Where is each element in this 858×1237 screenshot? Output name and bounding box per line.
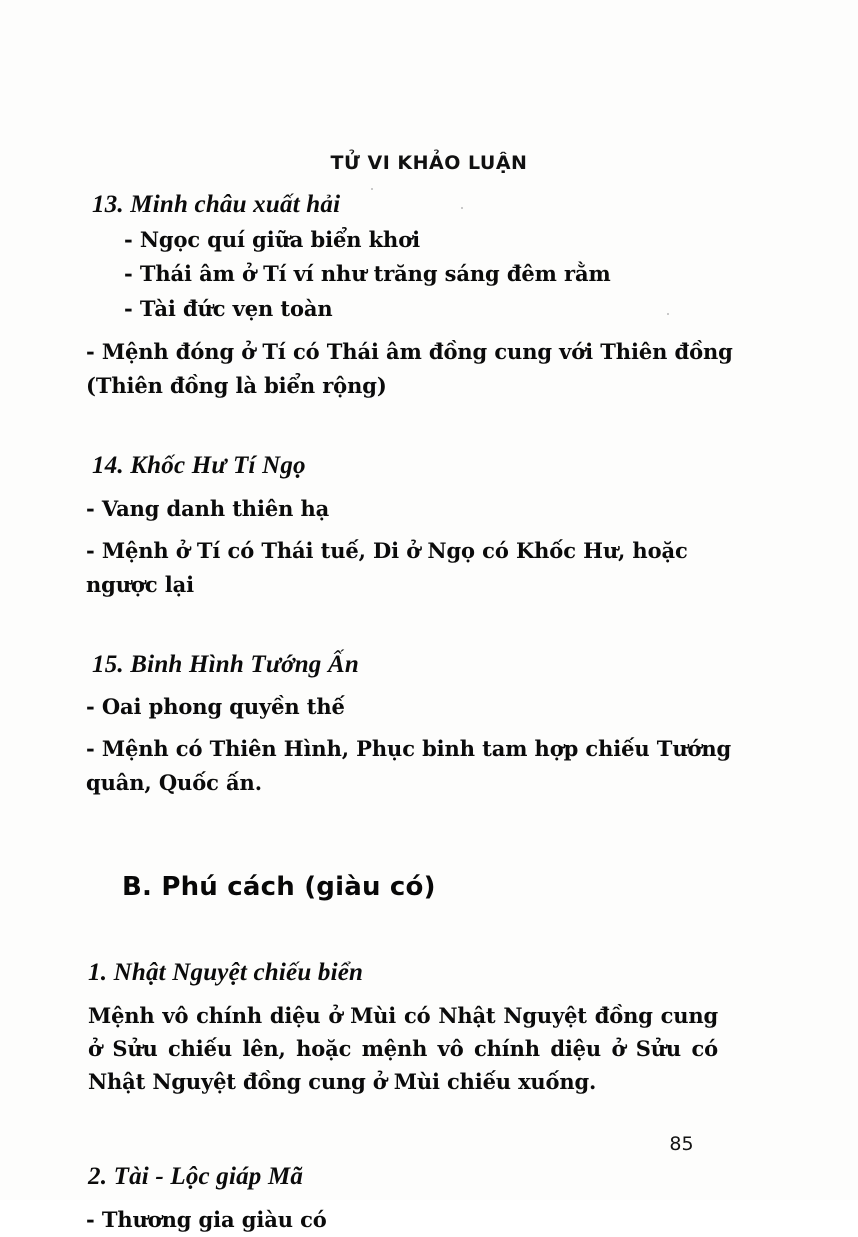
section-13-bullet-2: - Thái âm ở Tí ví như trăng sáng đêm rằm [124, 261, 611, 287]
section-heading-b: B. Phú cách (giàu có) [122, 872, 436, 903]
section-b-item-2-bullet: - Thương gia giàu có [86, 1206, 327, 1232]
section-14 [0, 449, 858, 602]
section-heading-15: 15. Binh Hình Tướng Ấn [92, 650, 359, 678]
section-15 [0, 648, 858, 801]
section-b-item-1-heading: 1. Nhật Nguyệt chiếu biển [88, 959, 364, 987]
page-body [0, 188, 858, 1237]
section-b-item-2 [0, 1160, 858, 1237]
section-b-item-2-heading: 2. Tài - Lộc giáp Mã [88, 1163, 304, 1191]
section-b-item-1 [0, 956, 858, 1098]
section-13-note: - Mệnh đóng ở Tí có Thái âm đồng cung với Thiên đồng (Thiên đồng là biển rộng) [86, 339, 733, 399]
section-b-item-1-paragraph: Mệnh vô chính diệu ở Mùi có Nhật Nguyệt đồng cung ở Sửu chiếu lên, hoặc mệnh vô chính diệu ở Sửu có Nhật Nguyệt đồng cung ở Mùi chiếu xuống. [88, 1002, 718, 1095]
section-13 [0, 188, 858, 403]
page-number: 85 [669, 1133, 694, 1155]
section-15-bullet-1: - Oai phong quyền thế [86, 694, 345, 720]
running-header: TỬ VI KHẢO LUẬN [330, 152, 528, 174]
section-14-bullet-2: - Mệnh ở Tí có Thái tuế, Di ở Ngọ có Khốc Hư, hoặc ngược lại [86, 537, 688, 597]
section-14-bullet-1: - Vang danh thiên hạ [86, 495, 330, 521]
section-heading-14: 14. Khốc Hư Tí Ngọ [92, 452, 306, 480]
section-13-bullet-3: - Tài đức vẹn toàn [124, 296, 333, 322]
section-13-bullet-1: - Ngọc quí giữa biển khơi [124, 226, 421, 252]
section-heading-13: 13. Minh châu xuất hải [92, 191, 341, 218]
section-15-bullet-2: - Mệnh có Thiên Hình, Phục binh tam hợp chiếu Tướng quân, Quốc ấn. [86, 736, 732, 796]
